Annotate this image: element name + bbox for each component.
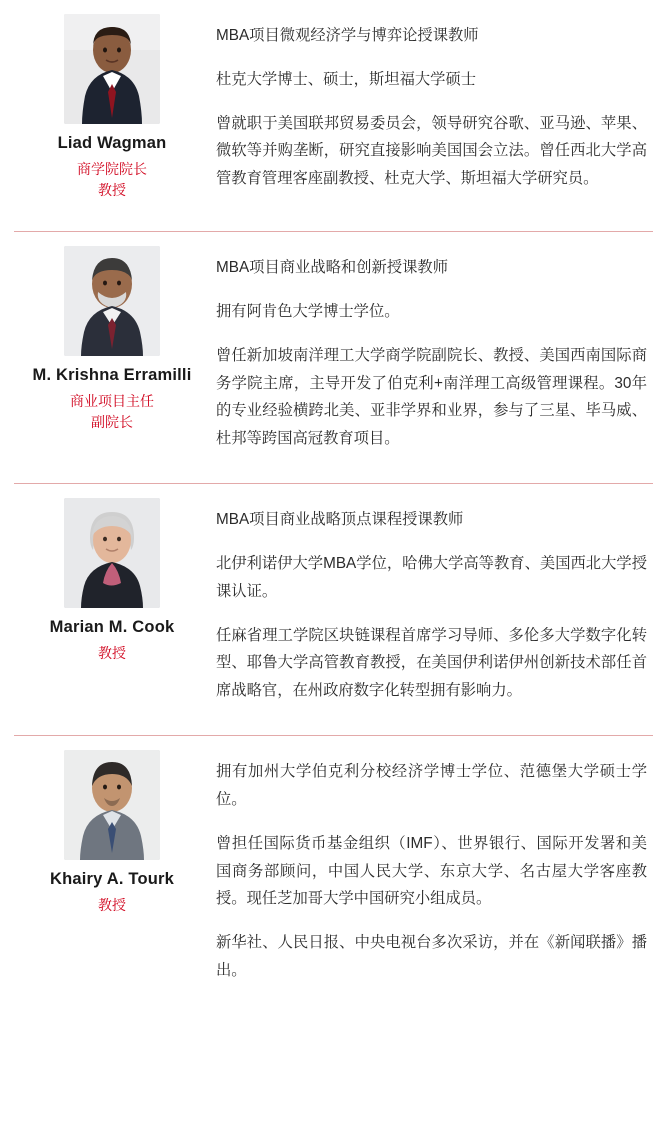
profile-column: [14, 232, 210, 433]
profile-column: [14, 484, 210, 664]
person-name: Liad Wagman: [57, 134, 167, 152]
bio-column: [210, 736, 653, 985]
person-title-line: 商学院院长: [77, 161, 147, 178]
person-title: [77, 159, 147, 201]
marian-cook-portrait: [64, 498, 160, 608]
person-title-line: 教授: [98, 182, 126, 199]
spacer: [0, 705, 667, 735]
profile-column: [14, 736, 210, 916]
bio-paragraph: MBA项目微观经济学与博弈论授课教师: [216, 27, 479, 44]
bio-paragraph: MBA项目商业战略和创新授课教师: [216, 259, 449, 277]
person-title-line: 副院长: [91, 414, 133, 431]
person-title: [98, 643, 126, 664]
bio-paragraph: 曾就职于美国联邦贸易委员会，领导研究谷歌、亚马逊、苹果、微软等并购垄断，研究直接影响美国国会立法。曾任西北大学高管教育管理客座副教授、杜克大学、斯坦福大学研究员。: [216, 114, 647, 188]
bio-paragraph: MBA项目商业战略顶点课程授课教师: [216, 511, 464, 529]
bio-paragraph: 曾担任国际货币基金组织（IMF）、世界银行、国际开发署和美国商务部顾问，中国人民大学、东京大学、名古屋大学客座教授。现任芝加哥大学中国研究小组成员。: [216, 834, 647, 908]
person-name: Marian M. Cook: [49, 618, 175, 637]
liad-wagman-portrait: [64, 14, 160, 124]
bio-paragraph: 任麻省理工学院区块链课程首席学习导师、多伦多大学数字化转型、耶鲁大学高管教育教授，在美国伊利诺伊州创新技术部任首席战略官，在州政府数字化转型拥有影响力。: [216, 626, 647, 700]
khairy-tourk-portrait: [64, 750, 160, 860]
bio-column: [210, 0, 653, 193]
bio-paragraph: 曾任新加坡南洋理工大学商学院副院长、教授、美国西南国际商务学院主席，主导开发了伯克利+南洋理工高级管理课程。30年的专业经验横跨北美、亚非学界和业界，参与了三星、毕马威、杜邦等跨国高冠教育项目。: [216, 346, 647, 448]
faculty-row: [0, 232, 667, 453]
bio-paragraph: 杜克大学博士、硕士，斯坦福大学硕士: [216, 70, 477, 88]
person-title: [98, 895, 126, 916]
person-title-line: 商业项目主任: [70, 393, 154, 410]
bio-paragraph: 拥有阿肯色大学博士学位。: [216, 302, 400, 320]
bio-column: [210, 484, 653, 705]
profile-column: [14, 0, 210, 201]
person-title-line: 教授: [98, 645, 126, 662]
person-title-line: 教授: [98, 897, 126, 914]
faculty-row: [0, 484, 667, 705]
faculty-row: [0, 736, 667, 985]
krishna-erramilli-portrait: [64, 246, 160, 356]
person-name: Khairy A. Tourk: [49, 870, 175, 889]
bio-paragraph: 北伊利诺伊大学MBA学位，哈佛大学高等教育、美国西北大学授课认证。: [216, 554, 647, 600]
person-name: M. Krishna Erramilli: [32, 366, 192, 385]
bio-paragraph: 新华社、人民日报、中央电视台多次采访，并在《新闻联播》播出。: [216, 934, 647, 980]
person-title: [70, 391, 154, 433]
faculty-row: [0, 0, 667, 201]
bio-column: [210, 232, 653, 453]
spacer: [0, 453, 667, 483]
spacer: [0, 201, 667, 231]
bio-paragraph: 拥有加州大学伯克利分校经济学博士学位、范德堡大学硕士学位。: [216, 763, 647, 808]
